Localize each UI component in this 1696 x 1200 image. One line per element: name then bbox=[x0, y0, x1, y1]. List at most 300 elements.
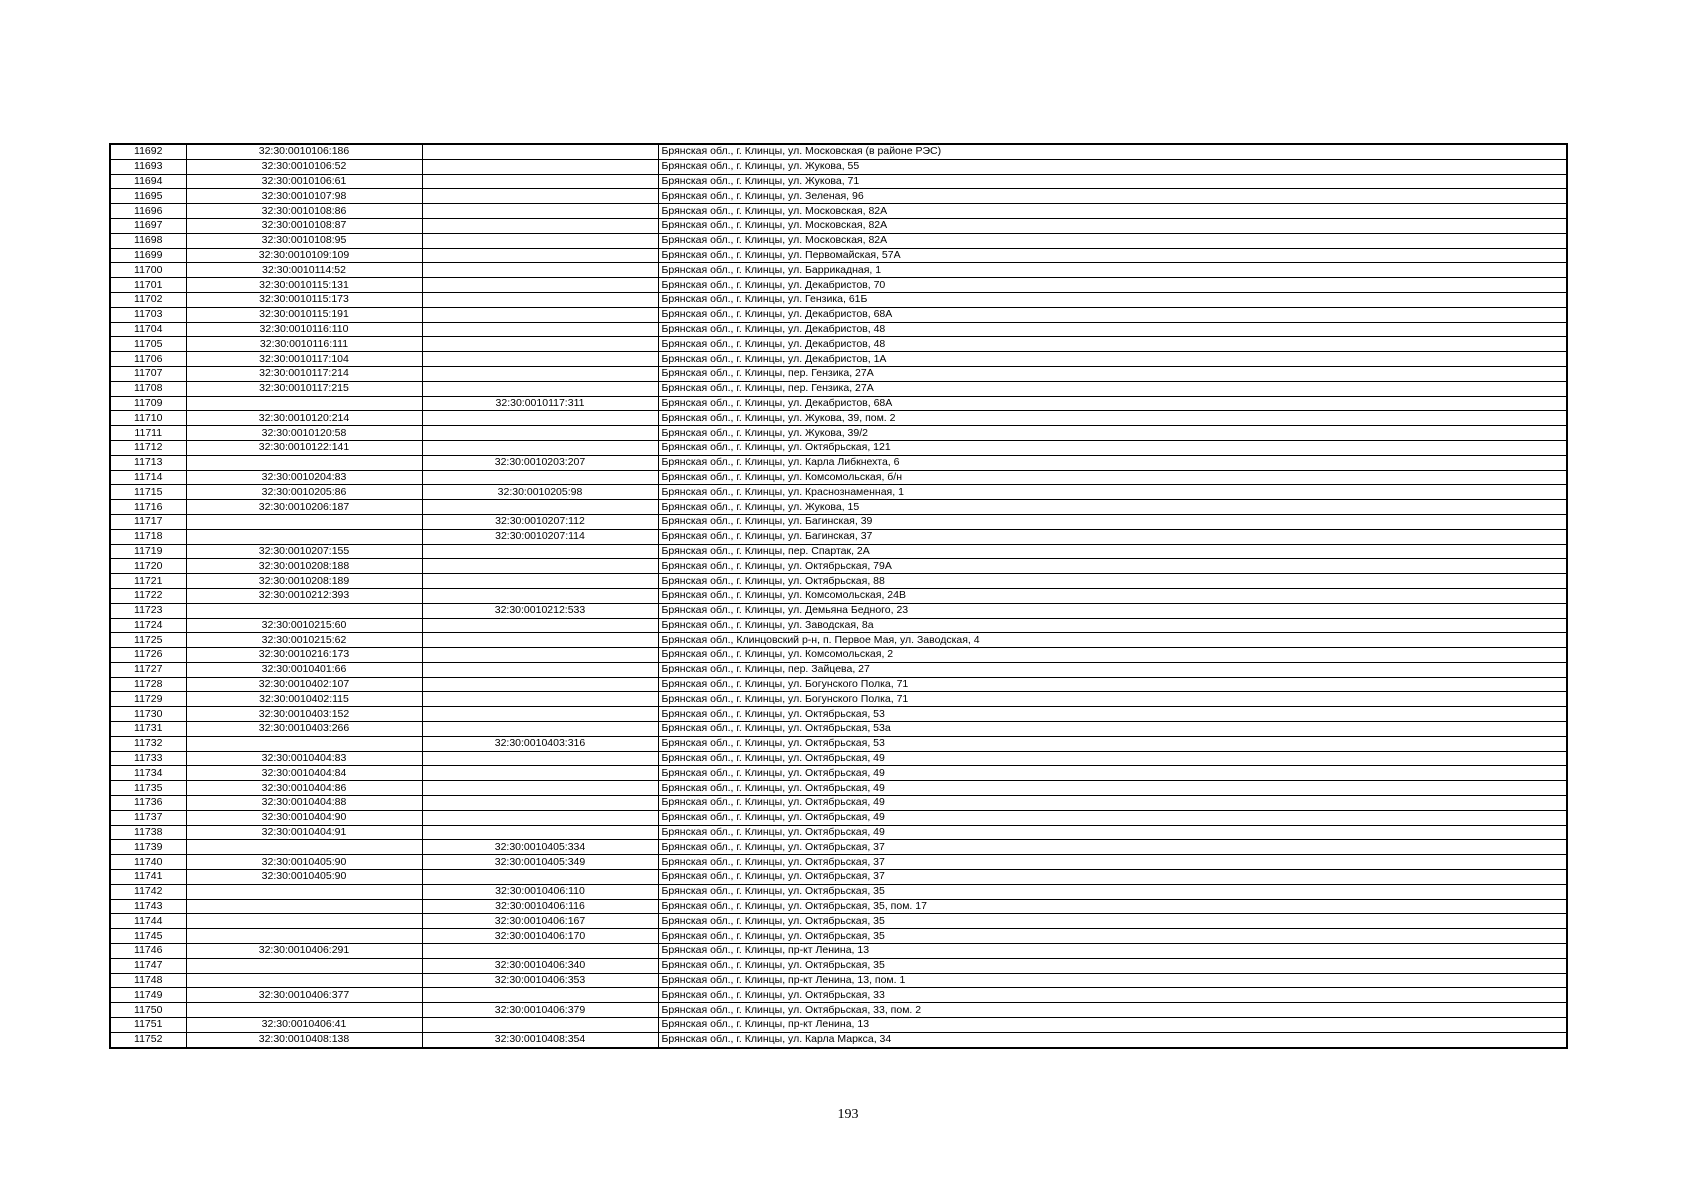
cell-address: Брянская обл., г. Клинцы, ул. Октябрьская, 37 bbox=[658, 870, 1567, 885]
cell-address: Брянская обл., г. Клинцы, ул. Октябрьская, 37 bbox=[658, 855, 1567, 870]
cell-cadastral-number: 32:30:0010406:377 bbox=[186, 988, 422, 1003]
cell-record-number: 11709 bbox=[110, 396, 186, 411]
cell-cadastral-number-2: 32:30:0010406:110 bbox=[422, 884, 658, 899]
cell-cadastral-number: 32:30:0010122:141 bbox=[186, 440, 422, 455]
table-row bbox=[110, 189, 1567, 204]
cell-record-number: 11733 bbox=[110, 751, 186, 766]
cell-cadastral-number: 32:30:0010405:90 bbox=[186, 870, 422, 885]
cell-record-number: 11741 bbox=[110, 870, 186, 885]
cell-cadastral-number-2 bbox=[422, 307, 658, 322]
cell-cadastral-number: 32:30:0010114:52 bbox=[186, 263, 422, 278]
table-row bbox=[110, 677, 1567, 692]
cell-record-number: 11713 bbox=[110, 455, 186, 470]
cell-cadastral-number-2: 32:30:0010203:207 bbox=[422, 455, 658, 470]
cell-cadastral-number: 32:30:0010206:187 bbox=[186, 500, 422, 515]
cell-cadastral-number-2 bbox=[422, 233, 658, 248]
cell-address: Брянская обл., г. Клинцы, пер. Гензика, 27А bbox=[658, 366, 1567, 381]
cell-cadastral-number: 32:30:0010205:86 bbox=[186, 485, 422, 500]
cell-cadastral-number-2: 32:30:0010405:334 bbox=[422, 840, 658, 855]
cell-address: Брянская обл., г. Клинцы, ул. Московская (в районе РЭС) bbox=[658, 144, 1567, 159]
cell-cadastral-number-2: 32:30:0010207:112 bbox=[422, 514, 658, 529]
cell-record-number: 11738 bbox=[110, 825, 186, 840]
table-row bbox=[110, 781, 1567, 796]
cell-record-number: 11743 bbox=[110, 899, 186, 914]
cell-cadastral-number bbox=[186, 736, 422, 751]
cell-cadastral-number: 32:30:0010402:115 bbox=[186, 692, 422, 707]
cell-record-number: 11708 bbox=[110, 381, 186, 396]
cell-address: Брянская обл., г. Клинцы, ул. Московская, 82А bbox=[658, 218, 1567, 233]
cell-record-number: 11706 bbox=[110, 352, 186, 367]
cell-record-number: 11705 bbox=[110, 337, 186, 352]
cell-record-number: 11719 bbox=[110, 544, 186, 559]
cell-record-number: 11711 bbox=[110, 426, 186, 441]
cell-cadastral-number: 32:30:0010120:58 bbox=[186, 426, 422, 441]
cell-cadastral-number bbox=[186, 603, 422, 618]
cell-address: Брянская обл., г. Клинцы, ул. Жукова, 55 bbox=[658, 159, 1567, 174]
table-row bbox=[110, 692, 1567, 707]
cell-cadastral-number-2 bbox=[422, 278, 658, 293]
cell-address: Брянская обл., г. Клинцы, ул. Октябрьская, 35, пом. 17 bbox=[658, 899, 1567, 914]
cell-cadastral-number: 32:30:0010108:87 bbox=[186, 218, 422, 233]
cell-cadastral-number-2 bbox=[422, 825, 658, 840]
cell-record-number: 11723 bbox=[110, 603, 186, 618]
cell-cadastral-number bbox=[186, 929, 422, 944]
cell-record-number: 11752 bbox=[110, 1032, 186, 1047]
cell-cadastral-number: 32:30:0010404:91 bbox=[186, 825, 422, 840]
cell-cadastral-number-2 bbox=[422, 322, 658, 337]
cell-cadastral-number: 32:30:0010215:62 bbox=[186, 633, 422, 648]
table-row bbox=[110, 973, 1567, 988]
cell-cadastral-number: 32:30:0010408:138 bbox=[186, 1032, 422, 1047]
cell-record-number: 11716 bbox=[110, 500, 186, 515]
table-row bbox=[110, 884, 1567, 899]
cell-cadastral-number-2: 32:30:0010207:114 bbox=[422, 529, 658, 544]
cell-cadastral-number: 32:30:0010404:83 bbox=[186, 751, 422, 766]
cell-record-number: 11732 bbox=[110, 736, 186, 751]
cell-record-number: 11751 bbox=[110, 1018, 186, 1033]
cell-address: Брянская обл., г. Клинцы, ул. Комсомольская, б/н bbox=[658, 470, 1567, 485]
cell-cadastral-number-2 bbox=[422, 648, 658, 663]
cell-cadastral-number: 32:30:0010107:98 bbox=[186, 189, 422, 204]
cell-cadastral-number: 32:30:0010208:189 bbox=[186, 574, 422, 589]
cell-cadastral-number-2 bbox=[422, 559, 658, 574]
cell-cadastral-number: 32:30:0010108:95 bbox=[186, 233, 422, 248]
table-row bbox=[110, 352, 1567, 367]
table-row bbox=[110, 855, 1567, 870]
cell-cadastral-number-2 bbox=[422, 263, 658, 278]
cell-record-number: 11718 bbox=[110, 529, 186, 544]
table-row bbox=[110, 337, 1567, 352]
cell-cadastral-number-2: 32:30:0010406:353 bbox=[422, 973, 658, 988]
cell-cadastral-number: 32:30:0010116:110 bbox=[186, 322, 422, 337]
cell-address: Брянская обл., г. Клинцы, ул. Жукова, 15 bbox=[658, 500, 1567, 515]
cell-cadastral-number-2: 32:30:0010205:98 bbox=[422, 485, 658, 500]
cell-cadastral-number-2 bbox=[422, 337, 658, 352]
cell-record-number: 11702 bbox=[110, 292, 186, 307]
table-row bbox=[110, 618, 1567, 633]
cell-cadastral-number-2 bbox=[422, 707, 658, 722]
cell-record-number: 11710 bbox=[110, 411, 186, 426]
cell-address: Брянская обл., г. Клинцы, ул. Багинская, 37 bbox=[658, 529, 1567, 544]
table-row bbox=[110, 485, 1567, 500]
cell-cadastral-number-2 bbox=[422, 292, 658, 307]
cell-record-number: 11737 bbox=[110, 810, 186, 825]
cell-record-number: 11747 bbox=[110, 958, 186, 973]
cell-record-number: 11726 bbox=[110, 648, 186, 663]
table-row bbox=[110, 514, 1567, 529]
cell-cadastral-number: 32:30:0010116:111 bbox=[186, 337, 422, 352]
table-row bbox=[110, 766, 1567, 781]
cell-address: Брянская обл., г. Клинцы, ул. Октябрьская, 49 bbox=[658, 766, 1567, 781]
registry-table-body bbox=[110, 144, 1567, 1048]
cell-cadastral-number-2 bbox=[422, 218, 658, 233]
table-row bbox=[110, 144, 1567, 159]
cell-address: Брянская обл., г. Клинцы, ул. Октябрьская, 53а bbox=[658, 722, 1567, 737]
cell-cadastral-number-2 bbox=[422, 204, 658, 219]
table-row bbox=[110, 840, 1567, 855]
cell-address: Брянская обл., г. Клинцы, ул. Карла Либкнехта, 6 bbox=[658, 455, 1567, 470]
cell-cadastral-number: 32:30:0010106:186 bbox=[186, 144, 422, 159]
cell-address: Брянская обл., г. Клинцы, ул. Богунского Полка, 71 bbox=[658, 677, 1567, 692]
cell-cadastral-number-2 bbox=[422, 174, 658, 189]
table-row bbox=[110, 707, 1567, 722]
cell-cadastral-number-2 bbox=[422, 751, 658, 766]
table-row bbox=[110, 366, 1567, 381]
table-row bbox=[110, 736, 1567, 751]
cell-record-number: 11722 bbox=[110, 588, 186, 603]
cell-cadastral-number-2 bbox=[422, 411, 658, 426]
cell-record-number: 11692 bbox=[110, 144, 186, 159]
table-row bbox=[110, 396, 1567, 411]
cell-address: Брянская обл., г. Клинцы, ул. Октябрьская, 33 bbox=[658, 988, 1567, 1003]
table-row bbox=[110, 914, 1567, 929]
cell-cadastral-number bbox=[186, 1003, 422, 1018]
cell-record-number: 11717 bbox=[110, 514, 186, 529]
cell-cadastral-number bbox=[186, 884, 422, 899]
cell-address: Брянская обл., г. Клинцы, ул. Октябрьская, 49 bbox=[658, 825, 1567, 840]
cell-cadastral-number-2 bbox=[422, 870, 658, 885]
cell-record-number: 11746 bbox=[110, 944, 186, 959]
table-row bbox=[110, 307, 1567, 322]
cell-record-number: 11742 bbox=[110, 884, 186, 899]
cell-cadastral-number bbox=[186, 529, 422, 544]
cell-cadastral-number-2 bbox=[422, 352, 658, 367]
cell-record-number: 11698 bbox=[110, 233, 186, 248]
cell-address: Брянская обл., г. Клинцы, ул. Октябрьская, 121 bbox=[658, 440, 1567, 455]
table-row bbox=[110, 529, 1567, 544]
cell-cadastral-number: 32:30:0010115:173 bbox=[186, 292, 422, 307]
table-row bbox=[110, 796, 1567, 811]
cell-cadastral-number bbox=[186, 396, 422, 411]
table-row bbox=[110, 322, 1567, 337]
cell-record-number: 11712 bbox=[110, 440, 186, 455]
cell-record-number: 11699 bbox=[110, 248, 186, 263]
cell-cadastral-number: 32:30:0010402:107 bbox=[186, 677, 422, 692]
cell-cadastral-number: 32:30:0010204:83 bbox=[186, 470, 422, 485]
cell-address: Брянская обл., г. Клинцы, ул. Декабристов, 48 bbox=[658, 337, 1567, 352]
cell-cadastral-number-2 bbox=[422, 144, 658, 159]
cell-address: Брянская обл., г. Клинцы, ул. Октябрьская, 35 bbox=[658, 914, 1567, 929]
cell-address: Брянская обл., г. Клинцы, пер. Зайцева, 27 bbox=[658, 662, 1567, 677]
cell-address: Брянская обл., г. Клинцы, ул. Декабристов, 1А bbox=[658, 352, 1567, 367]
cell-record-number: 11729 bbox=[110, 692, 186, 707]
cell-record-number: 11744 bbox=[110, 914, 186, 929]
cell-cadastral-number-2 bbox=[422, 781, 658, 796]
cell-cadastral-number: 32:30:0010208:188 bbox=[186, 559, 422, 574]
cell-record-number: 11730 bbox=[110, 707, 186, 722]
cell-record-number: 11736 bbox=[110, 796, 186, 811]
cell-record-number: 11720 bbox=[110, 559, 186, 574]
table-row bbox=[110, 810, 1567, 825]
table-row bbox=[110, 411, 1567, 426]
cell-record-number: 11701 bbox=[110, 278, 186, 293]
cell-record-number: 11695 bbox=[110, 189, 186, 204]
cell-cadastral-number-2 bbox=[422, 722, 658, 737]
cell-address: Брянская обл., г. Клинцы, ул. Жукова, 71 bbox=[658, 174, 1567, 189]
cell-cadastral-number-2 bbox=[422, 159, 658, 174]
cell-record-number: 11707 bbox=[110, 366, 186, 381]
cell-cadastral-number-2 bbox=[422, 440, 658, 455]
cell-cadastral-number-2: 32:30:0010406:116 bbox=[422, 899, 658, 914]
cell-record-number: 11697 bbox=[110, 218, 186, 233]
cell-address: Брянская обл., г. Клинцы, ул. Жукова, 39, пом. 2 bbox=[658, 411, 1567, 426]
cell-cadastral-number-2: 32:30:0010406:379 bbox=[422, 1003, 658, 1018]
table-row bbox=[110, 929, 1567, 944]
table-row bbox=[110, 159, 1567, 174]
cell-address: Брянская обл., г. Клинцы, ул. Октябрьская, 35 bbox=[658, 884, 1567, 899]
cell-address: Брянская обл., г. Клинцы, пр-кт Ленина, 13, пом. 1 bbox=[658, 973, 1567, 988]
cell-cadastral-number-2 bbox=[422, 426, 658, 441]
cell-address: Брянская обл., г. Клинцы, ул. Комсомольская, 2 bbox=[658, 648, 1567, 663]
cell-cadastral-number-2 bbox=[422, 796, 658, 811]
cell-cadastral-number-2 bbox=[422, 988, 658, 1003]
table-row bbox=[110, 500, 1567, 515]
cell-record-number: 11748 bbox=[110, 973, 186, 988]
cell-cadastral-number-2: 32:30:0010212:533 bbox=[422, 603, 658, 618]
cell-cadastral-number bbox=[186, 973, 422, 988]
table-row bbox=[110, 870, 1567, 885]
cell-record-number: 11725 bbox=[110, 633, 186, 648]
cell-address: Брянская обл., г. Клинцы, пр-кт Ленина, 13 bbox=[658, 944, 1567, 959]
cell-cadastral-number: 32:30:0010403:266 bbox=[186, 722, 422, 737]
table-row bbox=[110, 648, 1567, 663]
cell-cadastral-number: 32:30:0010115:191 bbox=[186, 307, 422, 322]
table-row bbox=[110, 470, 1567, 485]
cell-cadastral-number-2: 32:30:0010406:170 bbox=[422, 929, 658, 944]
cell-cadastral-number: 32:30:0010207:155 bbox=[186, 544, 422, 559]
table-row bbox=[110, 426, 1567, 441]
cell-record-number: 11715 bbox=[110, 485, 186, 500]
cell-cadastral-number-2 bbox=[422, 574, 658, 589]
cell-record-number: 11696 bbox=[110, 204, 186, 219]
table-row bbox=[110, 174, 1567, 189]
cell-cadastral-number-2 bbox=[422, 662, 658, 677]
cell-address: Брянская обл., г. Клинцы, ул. Октябрьская, 88 bbox=[658, 574, 1567, 589]
cell-cadastral-number: 32:30:0010106:52 bbox=[186, 159, 422, 174]
cell-address: Брянская обл., г. Клинцы, ул. Краснознаменная, 1 bbox=[658, 485, 1567, 500]
cell-record-number: 11731 bbox=[110, 722, 186, 737]
cell-address: Брянская обл., г. Клинцы, ул. Баррикадная, 1 bbox=[658, 263, 1567, 278]
table-row bbox=[110, 588, 1567, 603]
cell-address: Брянская обл., г. Клинцы, ул. Декабристов, 48 bbox=[658, 322, 1567, 337]
cell-address: Брянская обл., г. Клинцы, ул. Октябрьская, 35 bbox=[658, 958, 1567, 973]
cell-cadastral-number: 32:30:0010404:88 bbox=[186, 796, 422, 811]
cell-record-number: 11700 bbox=[110, 263, 186, 278]
cell-record-number: 11734 bbox=[110, 766, 186, 781]
table-row bbox=[110, 899, 1567, 914]
cell-address: Брянская обл., г. Клинцы, ул. Московская, 82А bbox=[658, 204, 1567, 219]
cell-record-number: 11724 bbox=[110, 618, 186, 633]
table-row bbox=[110, 988, 1567, 1003]
cell-cadastral-number-2 bbox=[422, 766, 658, 781]
table-row bbox=[110, 544, 1567, 559]
cell-address: Брянская обл., г. Клинцы, ул. Московская, 82А bbox=[658, 233, 1567, 248]
table-row bbox=[110, 958, 1567, 973]
cell-cadastral-number-2 bbox=[422, 692, 658, 707]
table-row bbox=[110, 204, 1567, 219]
cell-cadastral-number-2 bbox=[422, 470, 658, 485]
cell-cadastral-number-2 bbox=[422, 810, 658, 825]
cell-cadastral-number-2 bbox=[422, 677, 658, 692]
cell-cadastral-number bbox=[186, 840, 422, 855]
cell-record-number: 11735 bbox=[110, 781, 186, 796]
table-row bbox=[110, 455, 1567, 470]
cell-cadastral-number: 32:30:0010406:41 bbox=[186, 1018, 422, 1033]
cell-cadastral-number-2: 32:30:0010117:311 bbox=[422, 396, 658, 411]
registry-table bbox=[109, 143, 1568, 1049]
cell-cadastral-number: 32:30:0010117:215 bbox=[186, 381, 422, 396]
cell-cadastral-number: 32:30:0010404:84 bbox=[186, 766, 422, 781]
cell-address: Брянская обл., г. Клинцы, ул. Декабристов, 70 bbox=[658, 278, 1567, 293]
cell-cadastral-number: 32:30:0010117:104 bbox=[186, 352, 422, 367]
cell-record-number: 11694 bbox=[110, 174, 186, 189]
cell-cadastral-number: 32:30:0010115:131 bbox=[186, 278, 422, 293]
cell-cadastral-number bbox=[186, 958, 422, 973]
cell-address: Брянская обл., г. Клинцы, ул. Гензика, 61Б bbox=[658, 292, 1567, 307]
cell-cadastral-number: 32:30:0010404:90 bbox=[186, 810, 422, 825]
cell-record-number: 11703 bbox=[110, 307, 186, 322]
cell-address: Брянская обл., г. Клинцы, ул. Октябрьская, 37 bbox=[658, 840, 1567, 855]
cell-cadastral-number: 32:30:0010216:173 bbox=[186, 648, 422, 663]
cell-cadastral-number bbox=[186, 455, 422, 470]
cell-cadastral-number: 32:30:0010405:90 bbox=[186, 855, 422, 870]
cell-address: Брянская обл., г. Клинцы, ул. Первомайская, 57А bbox=[658, 248, 1567, 263]
table-row bbox=[110, 233, 1567, 248]
cell-cadastral-number-2 bbox=[422, 381, 658, 396]
cell-address: Брянская обл., г. Клинцы, пер. Спартак, 2А bbox=[658, 544, 1567, 559]
cell-cadastral-number: 32:30:0010212:393 bbox=[186, 588, 422, 603]
cell-address: Брянская обл., г. Клинцы, ул. Зеленая, 96 bbox=[658, 189, 1567, 204]
cell-cadastral-number: 32:30:0010120:214 bbox=[186, 411, 422, 426]
cell-address: Брянская обл., г. Клинцы, ул. Октябрьская, 49 bbox=[658, 751, 1567, 766]
cell-cadastral-number-2 bbox=[422, 248, 658, 263]
cell-address: Брянская обл., г. Клинцы, ул. Октябрьская, 79А bbox=[658, 559, 1567, 574]
cell-record-number: 11739 bbox=[110, 840, 186, 855]
cell-address: Брянская обл., г. Клинцы, ул. Октябрьская, 53 bbox=[658, 736, 1567, 751]
cell-cadastral-number-2 bbox=[422, 1018, 658, 1033]
table-row bbox=[110, 633, 1567, 648]
cell-cadastral-number-2: 32:30:0010406:167 bbox=[422, 914, 658, 929]
table-row bbox=[110, 278, 1567, 293]
cell-address: Брянская обл., г. Клинцы, пер. Гензика, 27А bbox=[658, 381, 1567, 396]
cell-record-number: 11728 bbox=[110, 677, 186, 692]
cell-cadastral-number-2: 32:30:0010408:354 bbox=[422, 1032, 658, 1047]
cell-record-number: 11704 bbox=[110, 322, 186, 337]
cell-cadastral-number-2 bbox=[422, 189, 658, 204]
cell-record-number: 11745 bbox=[110, 929, 186, 944]
cell-address: Брянская обл., г. Клинцы, пр-кт Ленина, 13 bbox=[658, 1018, 1567, 1033]
cell-cadastral-number-2 bbox=[422, 944, 658, 959]
cell-address: Брянская обл., г. Клинцы, ул. Демьяна Бедного, 23 bbox=[658, 603, 1567, 618]
cell-address: Брянская обл., г. Клинцы, ул. Декабристов, 68А bbox=[658, 396, 1567, 411]
cell-address: Брянская обл., г. Клинцы, ул. Октябрьская, 53 bbox=[658, 707, 1567, 722]
cell-address: Брянская обл., г. Клинцы, ул. Октябрьская, 49 bbox=[658, 781, 1567, 796]
cell-record-number: 11740 bbox=[110, 855, 186, 870]
cell-cadastral-number bbox=[186, 899, 422, 914]
cell-cadastral-number bbox=[186, 914, 422, 929]
cell-cadastral-number: 32:30:0010215:60 bbox=[186, 618, 422, 633]
page-number: 193 bbox=[837, 1107, 859, 1122]
cell-address: Брянская обл., Клинцовский р-н, п. Первое Мая, ул. Заводская, 4 bbox=[658, 633, 1567, 648]
table-row bbox=[110, 722, 1567, 737]
table-row bbox=[110, 381, 1567, 396]
cell-address: Брянская обл., г. Клинцы, ул. Декабристов, 68А bbox=[658, 307, 1567, 322]
cell-cadastral-number-2 bbox=[422, 544, 658, 559]
cell-record-number: 11750 bbox=[110, 1003, 186, 1018]
table-row bbox=[110, 662, 1567, 677]
table-row bbox=[110, 263, 1567, 278]
table-row bbox=[110, 574, 1567, 589]
table-row bbox=[110, 292, 1567, 307]
cell-cadastral-number: 32:30:0010117:214 bbox=[186, 366, 422, 381]
table-row bbox=[110, 440, 1567, 455]
table-row bbox=[110, 1018, 1567, 1033]
cell-cadastral-number-2 bbox=[422, 618, 658, 633]
table-row bbox=[110, 751, 1567, 766]
cell-cadastral-number: 32:30:0010406:291 bbox=[186, 944, 422, 959]
cell-address: Брянская обл., г. Клинцы, ул. Багинская, 39 bbox=[658, 514, 1567, 529]
table-row bbox=[110, 944, 1567, 959]
table-row bbox=[110, 248, 1567, 263]
cell-address: Брянская обл., г. Клинцы, ул. Богунского Полка, 71 bbox=[658, 692, 1567, 707]
cell-cadastral-number: 32:30:0010109:109 bbox=[186, 248, 422, 263]
cell-address: Брянская обл., г. Клинцы, ул. Заводская, 8а bbox=[658, 618, 1567, 633]
cell-record-number: 11721 bbox=[110, 574, 186, 589]
cell-cadastral-number-2 bbox=[422, 588, 658, 603]
cell-cadastral-number-2: 32:30:0010403:316 bbox=[422, 736, 658, 751]
cell-cadastral-number-2 bbox=[422, 366, 658, 381]
cell-address: Брянская обл., г. Клинцы, ул. Комсомольская, 24В bbox=[658, 588, 1567, 603]
cell-address: Брянская обл., г. Клинцы, ул. Октябрьская, 49 bbox=[658, 810, 1567, 825]
cell-address: Брянская обл., г. Клинцы, ул. Карла Маркса, 34 bbox=[658, 1032, 1567, 1047]
cell-address: Брянская обл., г. Клинцы, ул. Октябрьская, 35 bbox=[658, 929, 1567, 944]
cell-cadastral-number: 32:30:0010108:86 bbox=[186, 204, 422, 219]
cell-cadastral-number-2 bbox=[422, 633, 658, 648]
cell-record-number: 11749 bbox=[110, 988, 186, 1003]
cell-address: Брянская обл., г. Клинцы, ул. Октябрьская, 49 bbox=[658, 796, 1567, 811]
cell-record-number: 11693 bbox=[110, 159, 186, 174]
cell-cadastral-number-2: 32:30:0010406:340 bbox=[422, 958, 658, 973]
table-row bbox=[110, 218, 1567, 233]
cell-cadastral-number: 32:30:0010404:86 bbox=[186, 781, 422, 796]
cell-record-number: 11714 bbox=[110, 470, 186, 485]
table-row bbox=[110, 603, 1567, 618]
table-row bbox=[110, 1003, 1567, 1018]
cell-cadastral-number: 32:30:0010403:152 bbox=[186, 707, 422, 722]
cell-cadastral-number-2: 32:30:0010405:349 bbox=[422, 855, 658, 870]
cell-record-number: 11727 bbox=[110, 662, 186, 677]
cell-cadastral-number-2 bbox=[422, 500, 658, 515]
